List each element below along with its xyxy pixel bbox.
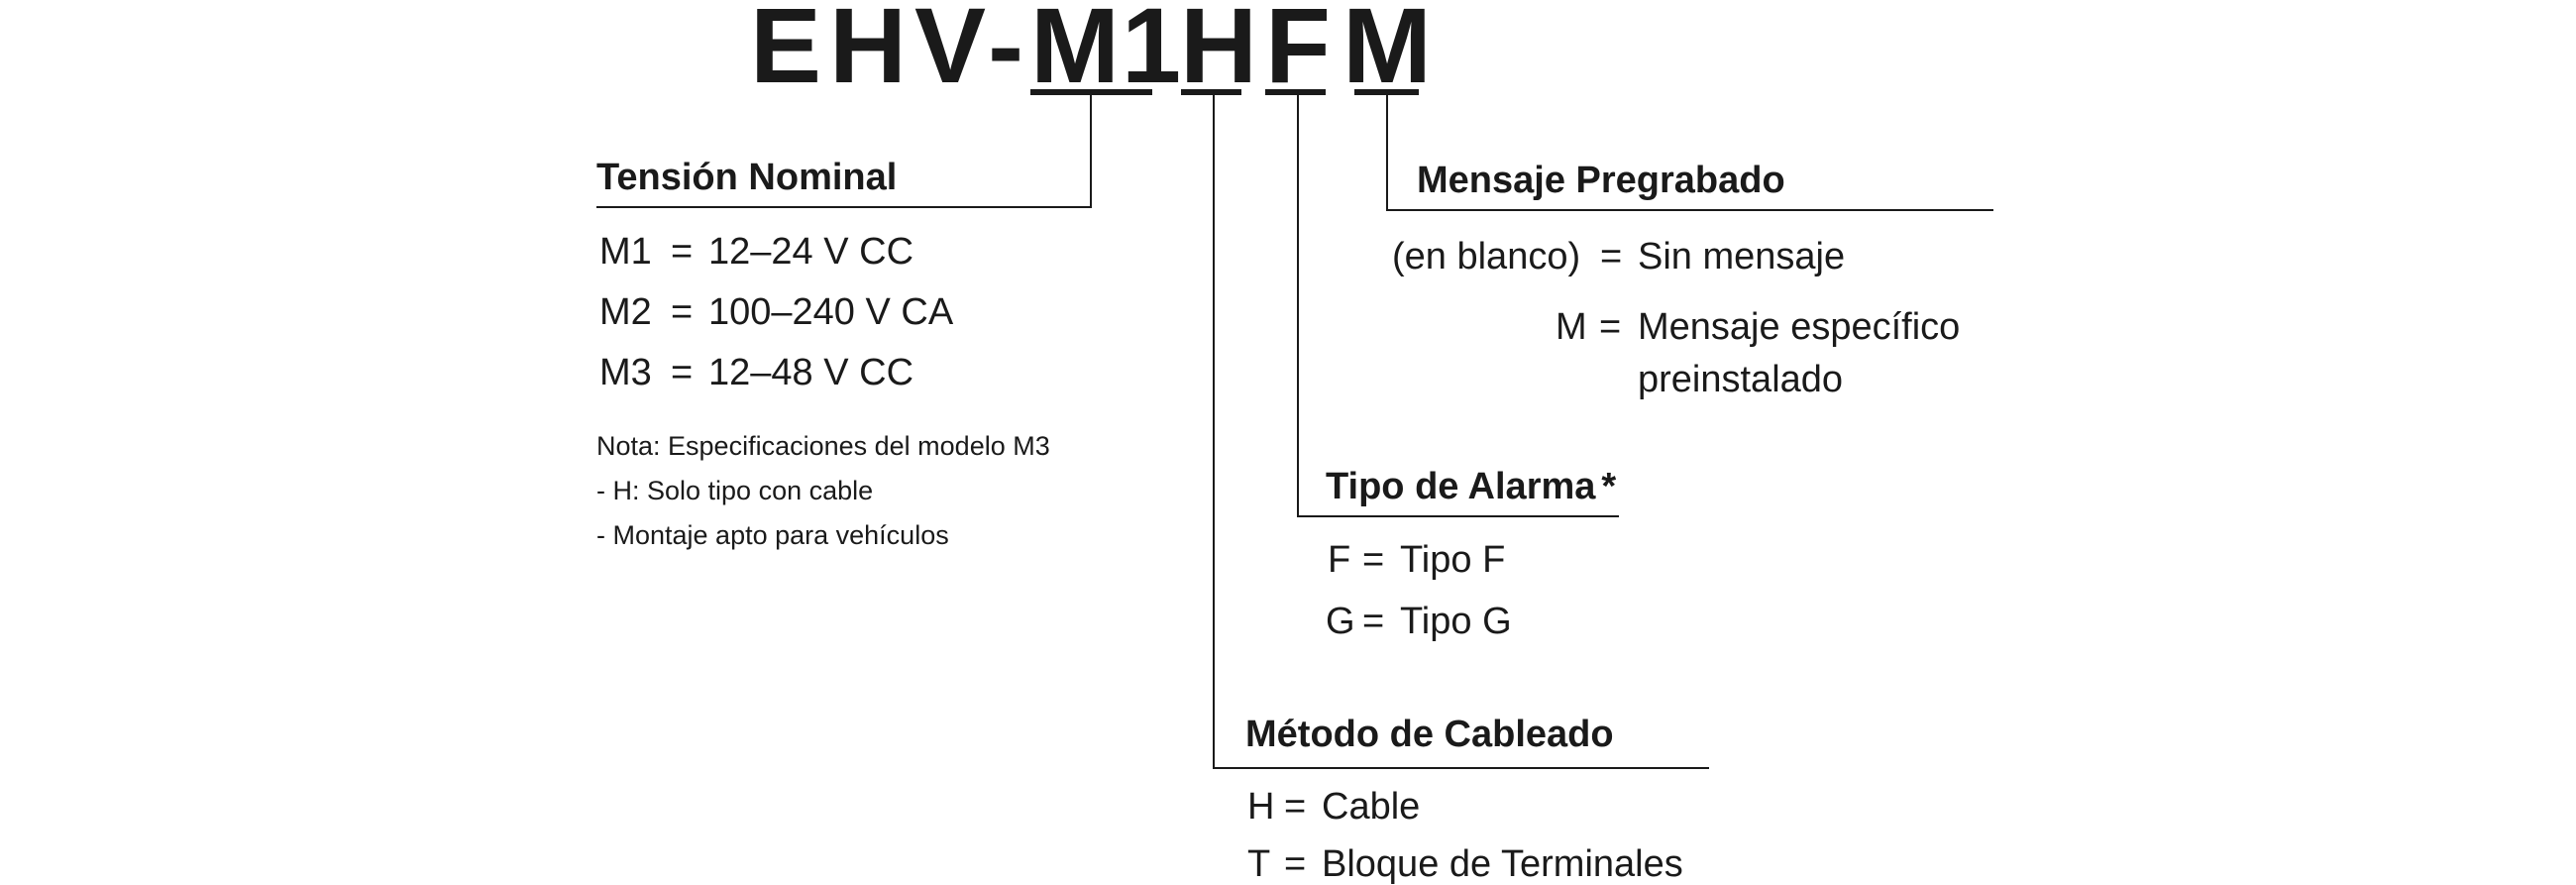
option-description: Bloque de Terminales: [1322, 843, 1683, 885]
option-code: M3: [599, 352, 652, 393]
option-equals: =: [671, 291, 694, 333]
voltage-title: Tensión Nominal: [596, 157, 898, 198]
model-segment-wiring: H: [1180, 0, 1257, 105]
voltage-note-title: Nota: Especificaciones del modelo M3: [596, 431, 1050, 461]
voltage-note-item: - H: Solo tipo con cable: [596, 476, 874, 505]
option-code: T: [1247, 843, 1271, 885]
alarm-option: [1326, 603, 1623, 642]
model-segment-alarm: F: [1265, 0, 1331, 105]
message-title: Mensaje Pregrabado: [1417, 160, 1785, 201]
option-code: F: [1328, 539, 1351, 581]
option-equals: =: [1599, 306, 1622, 348]
option-code: M1: [599, 231, 652, 273]
option-code: G: [1326, 601, 1355, 642]
option-description: Sin mensaje: [1638, 236, 1846, 277]
voltage-option: [599, 354, 996, 393]
option-description-continued: preinstalado: [1638, 359, 1844, 400]
alarm-title: [1326, 468, 1616, 505]
model-prefix: EHV-: [750, 0, 1032, 105]
option-description: 12–24 V CC: [708, 231, 914, 273]
option-description: Mensaje específico: [1638, 306, 1961, 348]
alarm-title-asterisk: *: [1601, 466, 1617, 507]
option-description: 12–48 V CC: [708, 352, 914, 393]
wiring-title: Método de Cableado: [1245, 714, 1614, 755]
alarm-title-text: Tipo de Alarma: [1326, 466, 1596, 507]
message-option: [1392, 238, 1986, 277]
option-equals: =: [671, 231, 694, 273]
option-equals: =: [671, 352, 694, 393]
option-code: H: [1247, 786, 1275, 828]
option-equals: =: [1284, 843, 1307, 885]
option-code: M2: [599, 291, 652, 333]
option-equals: =: [1600, 236, 1623, 277]
wiring-option: [1247, 788, 1743, 828]
voltage-note-item: - Montaje apto para vehículos: [596, 520, 949, 550]
model-segment-message: M: [1342, 0, 1432, 105]
option-description: 100–240 V CA: [708, 291, 954, 333]
option-equals: =: [1362, 601, 1385, 642]
voltage-option: [599, 233, 996, 273]
voltage-option: [599, 293, 996, 333]
option-description: Tipo G: [1400, 601, 1512, 642]
option-description: Cable: [1322, 786, 1421, 828]
alarm-option: [1328, 541, 1625, 581]
option-description: Tipo F: [1400, 539, 1506, 581]
option-code: (en blanco): [1392, 236, 1581, 277]
message-option: [1556, 308, 2001, 403]
option-equals: =: [1362, 539, 1385, 581]
wiring-option: [1247, 845, 1743, 885]
model-segment-voltage: M1: [1030, 0, 1184, 105]
option-equals: =: [1284, 786, 1307, 828]
option-code: M: [1556, 306, 1587, 348]
